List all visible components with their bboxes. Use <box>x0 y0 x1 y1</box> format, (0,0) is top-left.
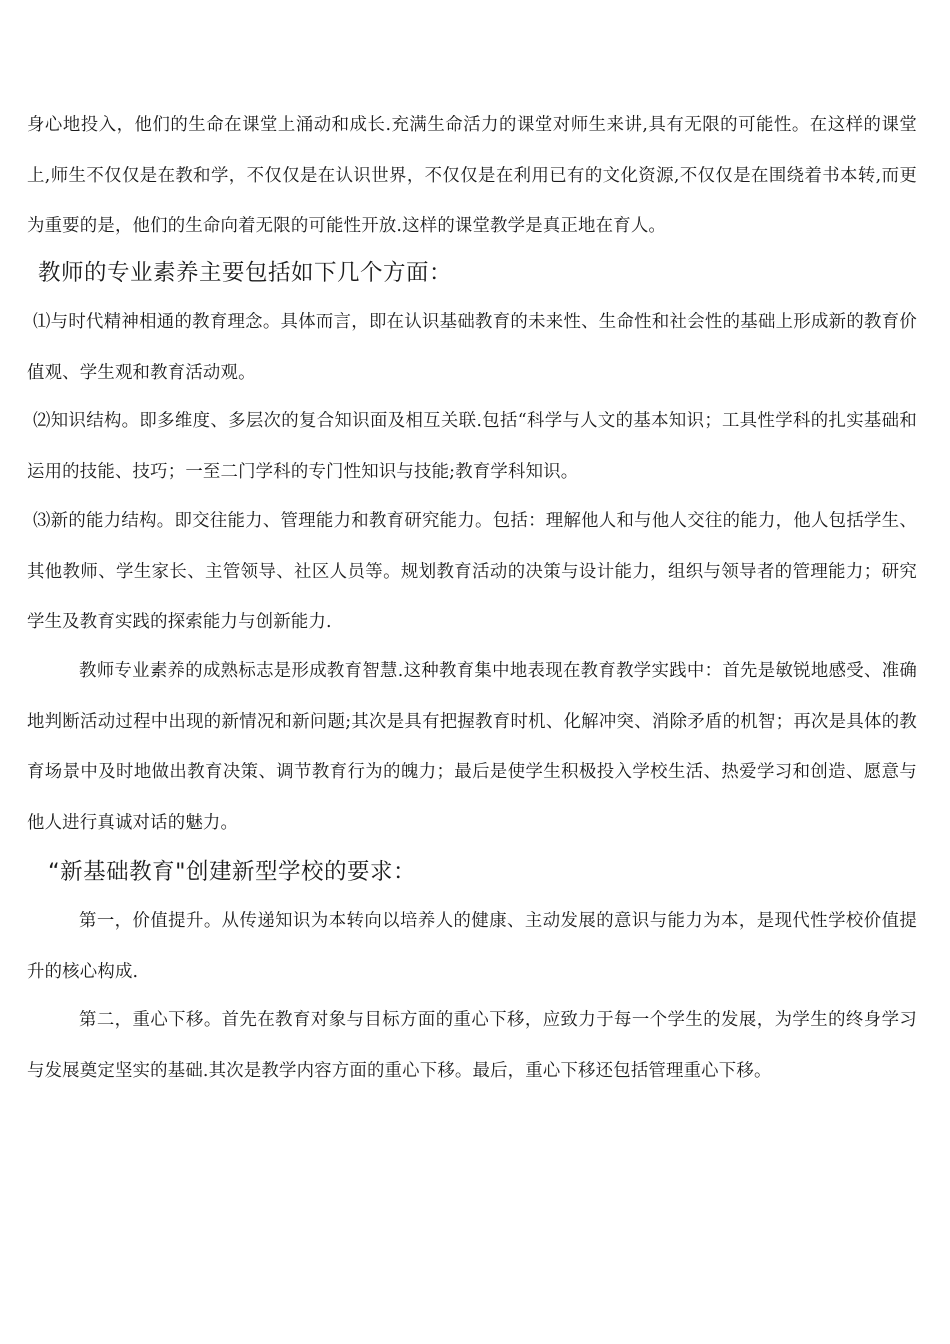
literacy-item-3: ⑶新的能力结构。即交往能力、管理能力和教育研究能力。包括：理解他人和与他人交往的能力，他人包括学生、其他教师、学生家长、主管领导、社区人员等。规划教育活动的决策与设计能力，组织与领导者的管理能力；研究学生及教育实践的探索能力与创新能力. <box>27 511 917 632</box>
requirement-value-upgrade: 第一，价值提升。从传递知识为本转向以培养人的健康、主动发展的意识与能力为本，是现代性学校价值提升的核心构成. <box>27 911 917 982</box>
requirement-focus-shift: 第二，重心下移。首先在教育对象与目标方面的重心下移，应致力于每一个学生的发展，为学生的终身学习与发展奠定坚实的基础.其次是教学内容方面的重心下移。最后，重心下移还包括管理重心下移。 <box>27 1010 917 1081</box>
literacy-item-1: ⑴与时代精神相通的教育理念。具体而言，即在认识基础教育的未来性、生命性和社会性的基础上形成新的教育价值观、学生观和教育活动观。 <box>27 312 917 383</box>
intro-paragraph: 身心地投入，他们的生命在课堂上涌动和成长.充满生命活力的课堂对师生来讲,具有无限的可能性。在这样的课堂上,师生不仅仅是在教和学，不仅仅是在认识世界，不仅仅是在利用已有的文化资源,不仅仅是在围绕着书本转,而更为重要的是，他们的生命向着无限的可能性开放.这样的课堂教学是真正地在育人。 <box>27 115 917 236</box>
literacy-item-2: ⑵知识结构。即多维度、多层次的复合知识面及相互关联.包括“科学与人文的基本知识；工具性学科的扎实基础和运用的技能、技巧；一至二门学科的专门性知识与技能;教育学科知识。 <box>27 411 917 482</box>
section-heading-new-school: “新基础教育"创建新型学校的要求： <box>48 859 417 885</box>
section-heading-teacher-literacy: 教师的专业素养主要包括如下几个方面： <box>38 260 453 286</box>
education-wisdom-paragraph: 教师专业素养的成熟标志是形成教育智慧.这种教育集中地表现在教育教学实践中：首先是敏锐地感受、准确地判断活动过程中出现的新情况和新问题;其次是具有把握教育时机、化解冲突、消除矛盾的机智；再次是具体的教育场景中及时地做出教育决策、调节教育行为的魄力；最后是使学生积极投入学校生活、热爱学习和创造、愿意与他人进行真诚对话的魅力。 <box>27 661 917 833</box>
